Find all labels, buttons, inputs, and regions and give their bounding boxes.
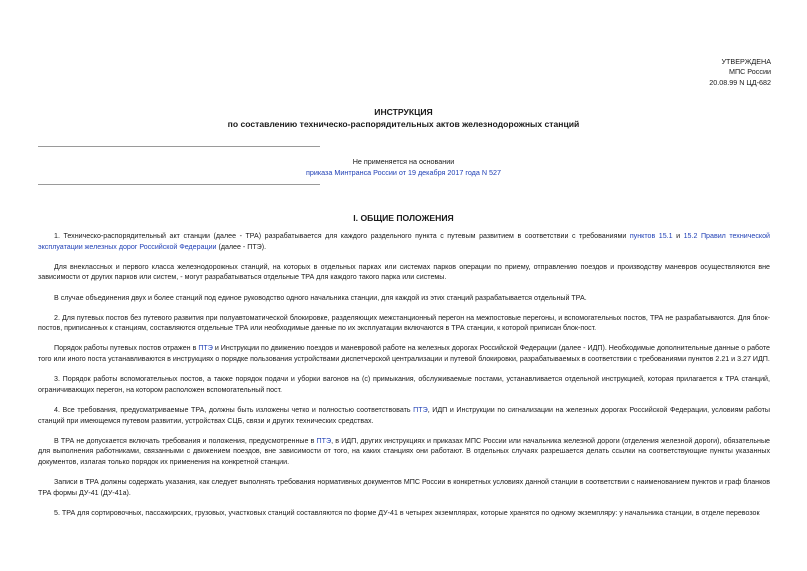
status-notice-text: Не применяется на основании bbox=[352, 157, 455, 166]
approval-stamp bbox=[709, 57, 771, 88]
document-title-line-1: ИНСТРУКЦИЯ bbox=[374, 107, 433, 117]
document-title-line-2: по составлению техническо-распорядительных актов железнодорожных станций bbox=[227, 119, 580, 130]
paragraph-4: 2. Для путевых постов без путевого развития при полуавтоматической блокировке, разделяющих межстанционный перегон на межпостовые перегоны, и вспомогательных постов, ТРА не разрабатываются. Для блок-постов, приписанных к станциям, составляются отдельные ТРА или необходимые данные по их эксплуатации включаются в ТРА станции, к которой приписан блок-пост. bbox=[38, 313, 770, 333]
paragraph-5 bbox=[38, 343, 770, 364]
pte-link[interactable]: ПТЭ bbox=[316, 436, 332, 445]
paragraph-1-text: 1. Техническо-распорядительный акт станции (далее - ТРА) разрабатывается для каждого раздельного пункта с путевым развитием в соответствии с требованиями bbox=[54, 232, 630, 240]
paragraph-10: 5. ТРА для сортировочных, пассажирских, грузовых, участковых станций составляются по форме ДУ-41 в четырех экземплярах, которые хранятся по одному экземпляру: у начальника станции, в отделе перевозок bbox=[54, 509, 760, 518]
status-notice bbox=[0, 156, 807, 178]
paragraph-5-tail: и Инструкции по движению поездов и маневровой работе на железных дорогах Российской Федерации (далее - ИДП). Необходимые дополнительные данные о работе того или иного поста устанавливаются в инструкциях о порядке пользования устройствами диспетчерской централизации и путевой блокировки, разрабатываемых в соответствии с требованиями пунктов 2.21 и 3.27 ИДП. bbox=[38, 344, 770, 364]
section-heading: I. ОБЩИЕ ПОЛОЖЕНИЯ bbox=[353, 213, 454, 223]
pte-rules-link[interactable]: 15.2 Правил технической эксплуатации железных дорог Российской Федерации bbox=[38, 232, 771, 251]
paragraph-7-tail: , ИДП и Инструкции по сигнализации на железных дорогах Российской Федерации, условиям работы станций при имеющемся путевом развитии, устройствах СЦБ, связи и других технических средствах. bbox=[38, 406, 770, 425]
paragraph-3: В случае объединения двух и более станций под единое руководство одного начальника станции, для каждой из этих станций разрабатывается отдельный ТРА. bbox=[54, 293, 587, 302]
approval-line-1: УТВЕРЖДЕНА bbox=[721, 57, 771, 66]
paragraph-8 bbox=[38, 436, 770, 468]
paragraph-2: Для внеклассных и первого класса железнодорожных станций, на которых в отдельных парках или системах парков операции по приему, отправлению поездов и производству маневров осуществляются вне зависимости от других парков или систем, - могут разрабатываться отдельные ТРА для каждого такого парка или системы. bbox=[38, 262, 770, 282]
paragraph-7-text: 4. Все требования, предусматриваемые ТРА, должны быть изложены четко и полностью соответствовать bbox=[54, 406, 414, 415]
approval-line-2: МПС России bbox=[728, 67, 771, 77]
pte-point-15-1-link[interactable]: пунктов 15.1 bbox=[629, 232, 673, 240]
paragraph-6: 3. Порядок работы вспомогательных постов, а также порядок подачи и уборки вагонов на (с) примыкания, обслуживаемые постами, устанавливается отдельной инструкцией, которая прилагается к ТРА станций, ограничивающих перегон, на котором расположен вспомогательный пост. bbox=[38, 375, 770, 394]
repeal-order-link[interactable]: приказа Минтранса России от 19 декабря 2017 года N 527 bbox=[305, 168, 502, 178]
paragraph-8-tail: , в ИДП, других инструкциях и приказах МПС России или начальника железной дороги (отделения железной дороги), обязательные для выполнения работниками, связанными с движением поездов, вне зависимости от того, на каких станциях они работают. В отдельных случаях разрешается делать ссылки на соответствующие пункты указанных документов, излагая только порядок их применения на конкретной станции. bbox=[38, 436, 770, 467]
document-title bbox=[0, 106, 807, 131]
approval-line-3: 20.08.99 N ЦД-682 bbox=[709, 77, 771, 87]
pte-link[interactable]: ПТЭ bbox=[413, 406, 428, 415]
divider-top bbox=[38, 146, 320, 147]
paragraph-1-tail: (далее - ПТЭ). bbox=[216, 242, 267, 251]
paragraph-8-text: В ТРА не допускается включать требования и положения, предусмотренные в bbox=[54, 436, 317, 445]
paragraph-1-conjunction: и bbox=[672, 232, 684, 240]
paragraph-5-text: Порядок работы путевых постов отражен в bbox=[54, 344, 199, 353]
paragraph-7 bbox=[38, 405, 770, 426]
pte-link[interactable]: ПТЭ bbox=[198, 344, 213, 353]
paragraph-1 bbox=[38, 231, 770, 252]
paragraph-9: Записи в ТРА должны содержать указания, как следует выполнять требования нормативных документов МПС России в конкретных условиях данной станции в соответствии с наименованием пунктов и граф бланков ТРА формы ДУ-41 (ДУ-41а). bbox=[38, 478, 770, 497]
divider-bottom bbox=[38, 184, 320, 185]
document-body bbox=[38, 231, 770, 528]
